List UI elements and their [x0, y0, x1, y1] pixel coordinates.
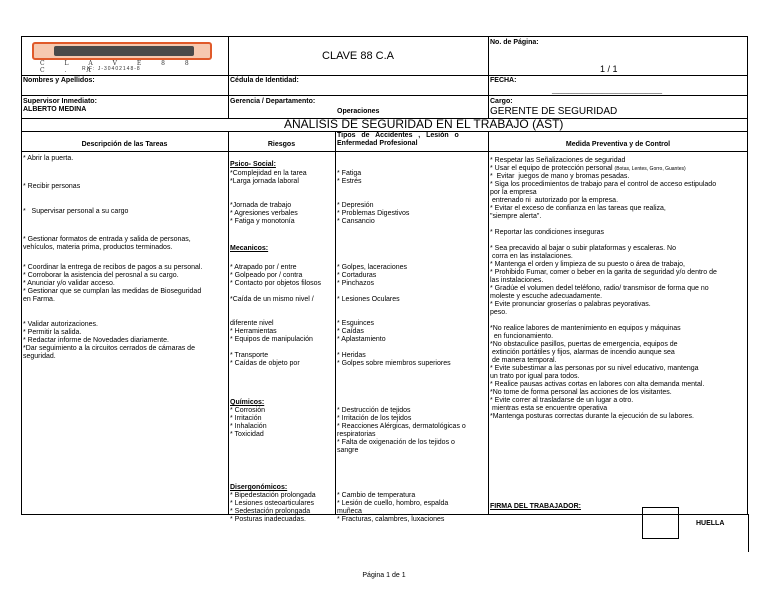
form-title: ANALISIS DE SEGURIDAD EN EL TRABAJO (AST)	[284, 117, 564, 131]
risk-list-dis: * Bipedestación prolongada * Lesiones osteoarticulares * Sedestación prolongada * Posturas inadecuadas.	[230, 492, 316, 523]
logo-subtitle: C L A V E 8 8 C . A	[40, 60, 198, 74]
date-blank: _________________________________	[552, 88, 663, 94]
risk-category-dis: Disergonómicos:	[230, 484, 288, 491]
task-item: * Abrir la puerta.	[23, 155, 74, 162]
supervisor-value: ALBERTO MEDINA	[23, 106, 87, 113]
accident-list-mec: * Golpes, laceraciones * Cortaduras * Pinchazos * Lesiones Oculares * Esguinces * Caídas * Aplastamiento * Heridas * Golpes sobre miembros superiores	[337, 264, 451, 367]
supervisor-label: Supervisor Inmediato:	[23, 98, 97, 105]
name-label: Nombres y Apellidos:	[23, 77, 95, 84]
logo-rif: RIF: J-30402148-8	[82, 66, 141, 72]
risk-list-mec: * Atrapado por / entre * Golpeado por / contra * Contacto por objetos filosos *Caída de un mismo nivel / diferente nivel * Herramientas * Equipos de manipulación * Transporte * Caídas de objeto por	[230, 264, 322, 367]
id-label: Cédula de Identidad:	[230, 77, 299, 84]
page-label: No. de Página:	[490, 39, 539, 46]
page-footer: Página 1 de 1	[362, 572, 406, 579]
column-accidents: Tipos de Accidentes , Lesión o Enfermedad Profesional	[337, 132, 459, 147]
risk-category-mec: Mecanicos:	[230, 245, 269, 252]
position-value: GERENTE DE SEGURIDAD	[490, 106, 618, 117]
column-tasks: Descripción de las Tareas	[81, 141, 168, 148]
measures-text-b: * Evitar juegos de mano y bromas pesadas. * Siga los procedimientos de trabajo para el control de acceso estipulado por la empresa entrenado ni autorizado por la empresa. * Evitar el exceso de confianza en las tareas que realiza, "siempre alerta". * Reportar las condiciones inseguras * Sea precavido al bajar o subir plataformas y escaleras. No corra en las instalaciones. * Mantenga el orden y limpieza de su puesto o área de trabajo, * Prohibido Fumar, comer o beber en la garita de seguridad y/o dentro de las instalaciones. * Gradúe el volumen dedel teléfono, radio/ transmisor de forma que no moleste y escuche adecuadamente. * Evite pronunciar groserías o palabras peyorativas. peso. *No realice labores de mantenimiento en equipos y máquinas en funcionamiento. *No obstaculice pasillos, puertas de emergencia, equipos de extinción portátiles y fijos, alarmas de incendio aunque sea de manera temporal. * Evite subestimar a las personas por su nivel educativo, mantenga un trato por igual para todos. * Realice pausas activas cortas en labores con alta demanda mental. *No tome de forma personal las acciones de los visitantes. * Evite correr al trasladarse de un lugar a otro. mientras esta se encuentre operativa *Mantenga posturas correctas durante la ejecución de su labores.	[490, 173, 717, 420]
task-item: * Supervisar personal a su cargo	[23, 208, 129, 215]
measures-text-a: * Respetar las Señalizaciones de seguridad * Usar el equipo de protección personal	[490, 157, 626, 172]
date-label: FECHA:	[490, 77, 517, 84]
accident-list-quim: * Destrucción de tejidos * Irritación de los tejidos * Reacciones Alérgicas, dermatológicas o respiratorias * Falta de oxigenación de los tejidos o sangre	[337, 407, 466, 454]
fingerprint-label: HUELLA	[696, 520, 725, 527]
page-value: 1 / 1	[600, 64, 618, 74]
measures-lead	[490, 157, 748, 173]
risk-category-quim: Químicos:	[230, 399, 265, 406]
fingerprint-box	[642, 507, 679, 539]
column-risks: Riesgos	[267, 141, 296, 148]
ppe-examples: (Botas, Lentes, Gorro, Guantes)	[614, 166, 686, 172]
department-label: Gerencia / Departamento:	[230, 98, 316, 105]
risk-list-quim: * Corrosión * Irritación * Inhalación * Toxicidad	[230, 407, 267, 438]
task-item: * Recibir personas	[23, 183, 81, 190]
company-name: CLAVE 88 C.A	[322, 50, 394, 62]
risk-category-psico: Psico- Social:	[230, 161, 276, 168]
accident-list-psico: * Fatiga * Estrés * Depresión * Problemas Digestivos * Cansancio	[337, 170, 410, 225]
task-item: * Gestionar formatos de entrada y salida de personas, vehículos, materia prima, productos terminados.	[23, 236, 191, 251]
position-label: Cargo:	[490, 98, 513, 105]
signature-label: FIRMA DEL TRABAJADOR:	[490, 503, 581, 510]
task-item: * Validar autorizaciones. * Permitir la salida. * Redactar informe de Novedades diariamente. *Dar seguimiento a la circuitos cerrados de cámaras de seguridad.	[23, 321, 195, 360]
accident-list-dis: * Cambio de temperatura * Lesión de cuello, hombro, espalda muñeca * Fracturas, calambres, luxaciones	[337, 492, 449, 523]
measures-list	[490, 157, 748, 421]
department-value: Operaciones	[337, 108, 380, 115]
task-item: * Coordinar la entrega de recibos de pagos a su personal. * Corroborar la asistencia del perosnal a su cargo. * Anunciar y/o validar acceso. * Gestionar que se cumplan las medidas de Bioseguridad en Farma.	[23, 264, 203, 303]
column-measures: Medida Preventiva y de Control	[565, 141, 671, 148]
risk-list-psico: *Complejidad en la tarea *Larga jornada laboral *Jornada de trabajo * Agresiones verbales * Fatiga y monotonía	[230, 170, 307, 225]
